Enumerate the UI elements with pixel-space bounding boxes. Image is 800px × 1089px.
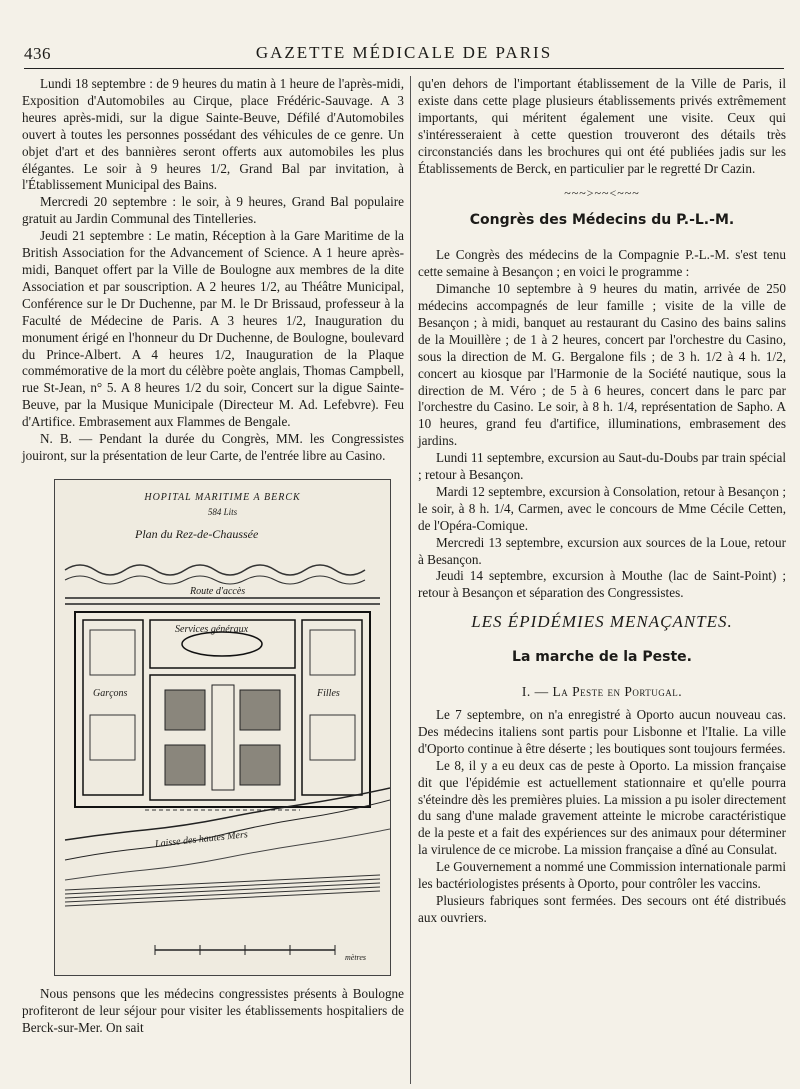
peste-paragraph: Le 8, il y a eu deux cas de peste à Oporto. La mission française dit que l'épidémie est actuellement stationnaire et qu'elle pourra s'éteindre dès les premières pluies. La mission a pu isoler directement du sang d'une malade gravement atteinte le microbe caractéristique de la peste et a fait des expériences sur des animaux pour déterminer la virulence de ce microbe. La mission française a dîné au Consulat. <box>418 757 786 858</box>
paragraph-mercredi-20: Mercredi 20 septembre : le soir, à 9 heures, Grand Bal populaire gratuit au Jardin Communal des Tintelleries. <box>22 194 404 227</box>
congres-paragraph: Jeudi 14 septembre, excursion à Mouthe (lac de Saint-Point) ; retour à Besançon et séparation des Congressistes. <box>418 568 786 601</box>
congres-paragraph: Lundi 11 septembre, excursion au Saut-du-Doubs par train spécial ; retour à Besançon. <box>418 450 786 483</box>
label-sea: Laisse des hautes Mers <box>154 829 249 850</box>
label-route: Route d'accès <box>190 585 246 597</box>
paragraph-nb: N. B. — Pendant la durée du Congrès, MM. les Congressistes jouiront, sur la présentation de leur Carte, de l'entrée libre au Casino. <box>22 431 404 463</box>
paragraph-continuation: qu'en dehors de l'important établissement de la Ville de Paris, il existe dans cette plage plusieurs établissements privés extrêmement importants, qui méritent également une visite. Ceux qui s'intéresseraient à cette question trouveront des détails très circonstanciés dans les brochures qui ont été publiées jadis sur les Établissements de Berck, en particulier par le regretté Dr Cazin. <box>418 76 786 176</box>
column-divider <box>410 76 411 1084</box>
portugal-subheading: I. — La Peste en Portugal. <box>521 684 683 700</box>
figure-caption: Plan du Rez-de-Chaussée <box>135 526 259 541</box>
peste-paragraph: Le Gouvernement a nommé une Commission internationale parmi les bactériologistes présents à Oporto, pour contrôler les vaccins. <box>418 859 786 892</box>
right-column <box>418 76 786 927</box>
left-column <box>22 76 404 1037</box>
peste-paragraph: Plusieurs fabriques sont fermées. Des secours ont été distribués aux ouvriers. <box>418 892 786 925</box>
page-number: 436 <box>24 44 51 63</box>
section-ornament: ~~~>~~<~~~ <box>564 186 640 201</box>
label-garcons: Garçons <box>93 687 128 699</box>
epidemies-heading: LES ÉPIDÉMIES MENAÇANTES. <box>471 612 733 632</box>
hospital-plan-figure <box>54 479 391 976</box>
page-header <box>24 38 784 69</box>
paragraph-closing-left: Nous pensons que les médecins congressistes présents à Boulogne profiteront de leur séjour pour visiter les établissements hospitaliers de Berck-sur-Mer. On sait <box>22 985 404 1035</box>
peste-paragraph: Le 7 septembre, on n'a enregistré à Oporto aucun nouveau cas. Des médecins italiens sont partis pour Lisbonne et l'Italie. La ville d'Oporto continue à être déserte ; les boutiques sont toujours fermées. <box>418 707 786 756</box>
congres-paragraph: Mardi 12 septembre, excursion à Consolation, retour à Besançon ; le soir, à 8 h. 1/4, Carmen, avec le concours de Mme Cécile Cetten, de l'Opéra-Comique. <box>418 483 786 533</box>
hospital-plan-drawing <box>55 480 390 975</box>
congres-paragraph: Dimanche 10 septembre à 9 heures du matin, arrivée de 250 médecins accompagnés de leur famille ; visite de la ville de Besançon ; à midi, banquet au restaurant du Casino des bains salins de la Mouillère ; de 1 à 2 heures, concert par l'orchestre du Casino, sous la direction de M. G. Bergalone fils ; de 3 h. 1/2 à 4 h. 1/2, concert au kiosque par l'Harmonie de la Société nautique, sous la direction de M. Véro ; de 5 à 6 heures, concert dans le parc par l'orchestre du Casino. Le soir, à 8 h. 1/4, représentation de Sapho. A 10 heures, grand feu d'artifice, illuminations, embrasement des jardins. <box>418 281 786 449</box>
figure-title: HOPITAL MARITIME A BERCK <box>144 491 301 503</box>
label-services: Services généraux <box>175 623 249 635</box>
paragraph-lundi-18: Lundi 18 septembre : de 9 heures du matin à 1 heure de l'après-midi, Exposition d'Automobiles au Cirque, place Frédéric-Sauvage. A 3 heures après-midi, sur la digue Sainte-Beuve, Défilé d'Automobiles ouvert à toutes les personnes possédant des véhicules de ce genre. Un objet d'art et des bannières seront offerts aux automobiles les plus élégantes. Le soir à 9 heures 1/2, Grand Bal par invitation, à l'Établissement Municipal des Bains. <box>22 76 404 193</box>
congres-paragraph: Le Congrès des médecins de la Compagnie P.-L.-M. s'est tenu cette semaine à Besançon ; en voici le programme : <box>418 247 786 280</box>
label-scale: mètres <box>345 952 367 962</box>
journal-title: GAZETTE MÉDICALE DE PARIS <box>255 43 553 62</box>
figure-lits: 584 Lits <box>207 506 238 517</box>
label-filles: Filles <box>317 687 340 699</box>
peste-title: La marche de la Peste. <box>512 649 692 666</box>
paragraph-jeudi-21: Jeudi 21 septembre : Le matin, Réception à la Gare Maritime de la British Association for the Advancement of Science. A 1 heure après-midi, Banquet offert par la Ville de Boulogne aux membres de la dite Association et par souscription. A 2 heures 1/2, au Théâtre Municipal, Conférence sur le Dr Duchenne, par M. le Dr Brissaud, professeur à la Faculté de Médecine de Paris. A 3 heures 1/2, Inauguration du monument érigé en l'honneur du Dr Duchenne, de Boulogne, boulevard du Prince-Albert. A 4 heures 1/2, Inauguration de la Plaque commémorative de la mort du célèbre poète anglais, Thomas Campbell, rue St-Jean, n° 5. A 8 heures 1/2 du soir, Concert sur la digue Sainte-Beuve, par la Musique Municipale (Directeur M. Ad. Lefebvre). Feu d'Artifice. Embrasement aux Flammes de Bengale. <box>22 228 404 430</box>
congres-paragraph: Mercredi 13 septembre, excursion aux sources de la Loue, retour à Besançon. <box>418 534 786 567</box>
congres-title: Congrès des Médecins du P.-L.-M. <box>469 212 735 229</box>
